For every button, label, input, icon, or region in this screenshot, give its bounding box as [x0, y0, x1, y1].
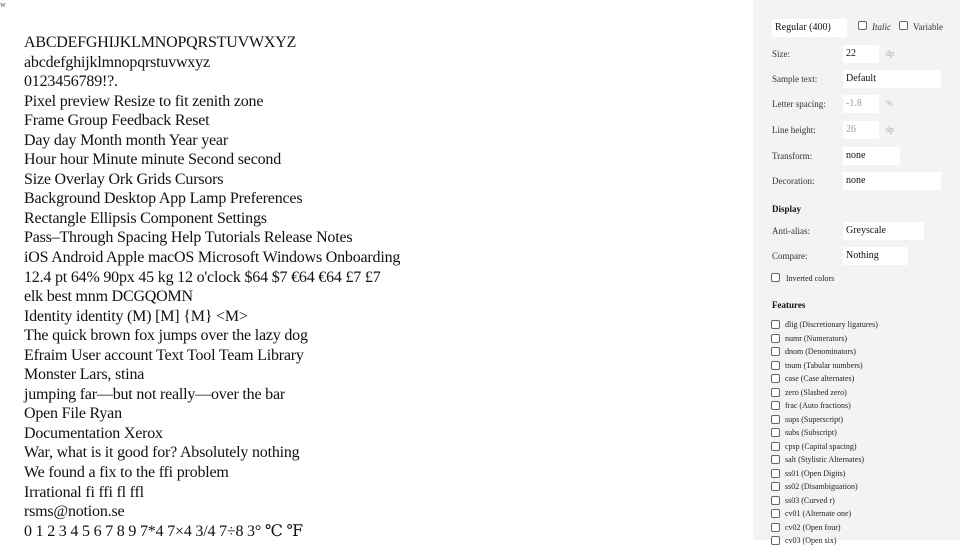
specimen-line: Documentation Xerox [24, 424, 163, 442]
letter-spacing-label: Letter spacing: [772, 99, 826, 109]
weight-select[interactable]: Regular (400) [772, 19, 847, 37]
feature-item[interactable] [771, 345, 856, 358]
antialias-select[interactable]: Greyscale [843, 222, 924, 240]
feature-label: subs (Subscript) [785, 428, 837, 437]
line-height-input[interactable]: 26 [843, 121, 879, 139]
feature-checkbox[interactable] [771, 428, 780, 437]
feature-label: salt (Stylistic Alternates) [785, 455, 865, 464]
feature-label: ss03 (Curved r) [785, 495, 835, 505]
antialias-label: Anti-alias: [772, 226, 810, 236]
specimen-line: Day day Month month Year year [24, 131, 228, 149]
compare-select[interactable]: Nothing [843, 247, 908, 265]
italic-label: Italic [872, 22, 891, 32]
feature-checkbox[interactable] [771, 496, 780, 505]
specimen-line: 12.4 pt 64% 90px 45 kg 12 o'clock $64 $7 €64 €64 £7 £7 [24, 268, 381, 286]
antialias-row [772, 221, 960, 241]
transform-row [772, 146, 960, 166]
feature-label: cv02 (Open four) [785, 522, 841, 532]
specimen-line: Pixel preview Resize to fit zenith zone [24, 92, 264, 110]
feature-checkbox[interactable] [771, 347, 780, 356]
display-heading: Display [772, 204, 802, 214]
size-row [772, 44, 960, 64]
feature-label: dlig (Discretionary ligatures) [785, 320, 878, 329]
specimen-line: Frame Group Feedback Reset [24, 112, 210, 130]
feature-checkbox[interactable] [771, 455, 780, 464]
feature-checkbox[interactable] [771, 442, 780, 451]
line-height-unit: dp [886, 125, 894, 134]
size-label: Size: [772, 49, 790, 59]
compare-row [772, 246, 960, 266]
feature-checkbox[interactable] [771, 401, 780, 410]
variable-label: Variable [913, 22, 943, 32]
specimen-line: 0123456789!?. [24, 73, 118, 91]
line-height-label: Line height: [772, 125, 816, 135]
specimen-line: Background Desktop App Lamp Preferences [24, 190, 303, 208]
specimen-line: abcdefghijklmnopqrstuvwxyz [24, 53, 210, 71]
feature-label: dnom (Denominators) [785, 347, 856, 356]
sample-text-label: Sample text: [772, 74, 818, 84]
settings-panel [753, 0, 960, 545]
feature-label: case (Case alternates) [785, 374, 855, 383]
feature-label: cpsp (Capital spacing) [785, 441, 857, 451]
specimen-line: Rectangle Ellipsis Component Settings [24, 209, 267, 227]
specimen-line: iOS Android Apple macOS Microsoft Windows Onboarding [24, 249, 401, 267]
feature-item[interactable] [771, 386, 847, 399]
feature-item[interactable] [771, 494, 835, 507]
line-height-row [772, 120, 960, 140]
feature-item[interactable] [771, 359, 863, 372]
specimen-line: rsms@notion.se [24, 503, 125, 521]
feature-item[interactable] [771, 332, 847, 345]
feature-label: ss02 (Disambiguation) [785, 482, 858, 491]
feature-item[interactable] [771, 318, 878, 331]
sample-text-select[interactable]: Default [843, 70, 941, 88]
decoration-select[interactable]: none [843, 172, 941, 190]
specimen-line: jumping far—but not really—over the bar [24, 385, 286, 403]
specimen-line: Irrational fi ffi fl ffl [24, 483, 144, 501]
specimen-line: ABCDEFGHIJKLMNOPQRSTUVWXYZ [24, 34, 297, 51]
feature-checkbox[interactable] [771, 523, 780, 532]
feature-checkbox[interactable] [771, 388, 780, 397]
variable-checkbox[interactable] [899, 21, 908, 30]
feature-checkbox[interactable] [771, 334, 780, 343]
specimen-line: War, what is it good for? Absolutely nothing [24, 444, 300, 462]
transform-label: Transform: [772, 151, 813, 161]
specimen-line: Size Overlay Ork Grids Cursors [24, 170, 224, 188]
sample-text-row [772, 69, 960, 89]
feature-label: frac (Auto fractions) [785, 401, 851, 410]
specimen-line: Pass–Through Spacing Help Tutorials Release Notes [24, 229, 353, 247]
size-input[interactable]: 22 [843, 45, 879, 63]
compare-label: Compare: [772, 251, 808, 261]
feature-item[interactable] [771, 467, 845, 480]
feature-item[interactable] [771, 440, 857, 453]
feature-item[interactable] [771, 453, 864, 466]
specimen-line: Hour hour Minute minute Second second [24, 151, 281, 169]
feature-checkbox[interactable] [771, 536, 780, 545]
inverted-colors-checkbox[interactable] [771, 273, 780, 282]
specimen-line: Efraim User account Text Tool Team Library [24, 346, 304, 364]
feature-item[interactable] [771, 507, 851, 520]
decoration-label: Decoration: [772, 176, 815, 186]
size-unit: dp [886, 49, 894, 58]
feature-item[interactable] [771, 534, 837, 547]
feature-item[interactable] [771, 399, 851, 412]
inverted-colors-label: Inverted colors [786, 274, 835, 283]
feature-label: sups (Superscript) [785, 414, 843, 424]
feature-checkbox[interactable] [771, 482, 780, 491]
corner-mark: w [0, 0, 6, 9]
feature-label: cv01 (Alternate one) [785, 509, 852, 518]
specimen-line: Identity identity (M) [M] {M} <M> [24, 307, 248, 325]
transform-select[interactable]: none [843, 147, 900, 165]
feature-item[interactable] [771, 426, 837, 439]
feature-label: zero (Slashed zero) [785, 387, 847, 397]
italic-checkbox[interactable] [858, 21, 867, 30]
feature-checkbox[interactable] [771, 469, 780, 478]
specimen-line: We found a fix to the ffi problem [24, 464, 229, 482]
feature-checkbox[interactable] [771, 320, 780, 329]
feature-item[interactable] [771, 521, 841, 534]
feature-label: numr (Numerators) [785, 333, 847, 343]
features-heading: Features [772, 300, 806, 310]
feature-checkbox[interactable] [771, 361, 780, 370]
feature-checkbox[interactable] [771, 415, 780, 424]
letter-spacing-unit: % [886, 99, 893, 108]
specimen-line: Open File Ryan [24, 405, 122, 423]
feature-item[interactable] [771, 480, 858, 493]
decoration-row [772, 171, 960, 191]
letter-spacing-row [772, 94, 960, 114]
letter-spacing-input[interactable]: -1.8 [843, 95, 879, 113]
specimen-line: The quick brown fox jumps over the lazy dog [24, 327, 308, 345]
feature-label: ss01 (Open Digits) [785, 468, 846, 478]
specimen-text [24, 33, 744, 541]
specimen-line: elk best mnm DCGQOMN [24, 288, 193, 306]
feature-checkbox[interactable] [771, 374, 780, 383]
feature-checkbox[interactable] [771, 509, 780, 518]
specimen-line: 0 1 2 3 4 5 6 7 8 9 7*4 7×4 3/4 7÷8 3° ℃ ℉ [24, 522, 303, 540]
feature-label: tnum (Tabular numbers) [785, 360, 863, 370]
feature-label: cv03 (Open six) [785, 536, 837, 545]
feature-item[interactable] [771, 413, 843, 426]
feature-item[interactable] [771, 372, 854, 385]
specimen-line: Monster Lars, stina [24, 366, 145, 384]
